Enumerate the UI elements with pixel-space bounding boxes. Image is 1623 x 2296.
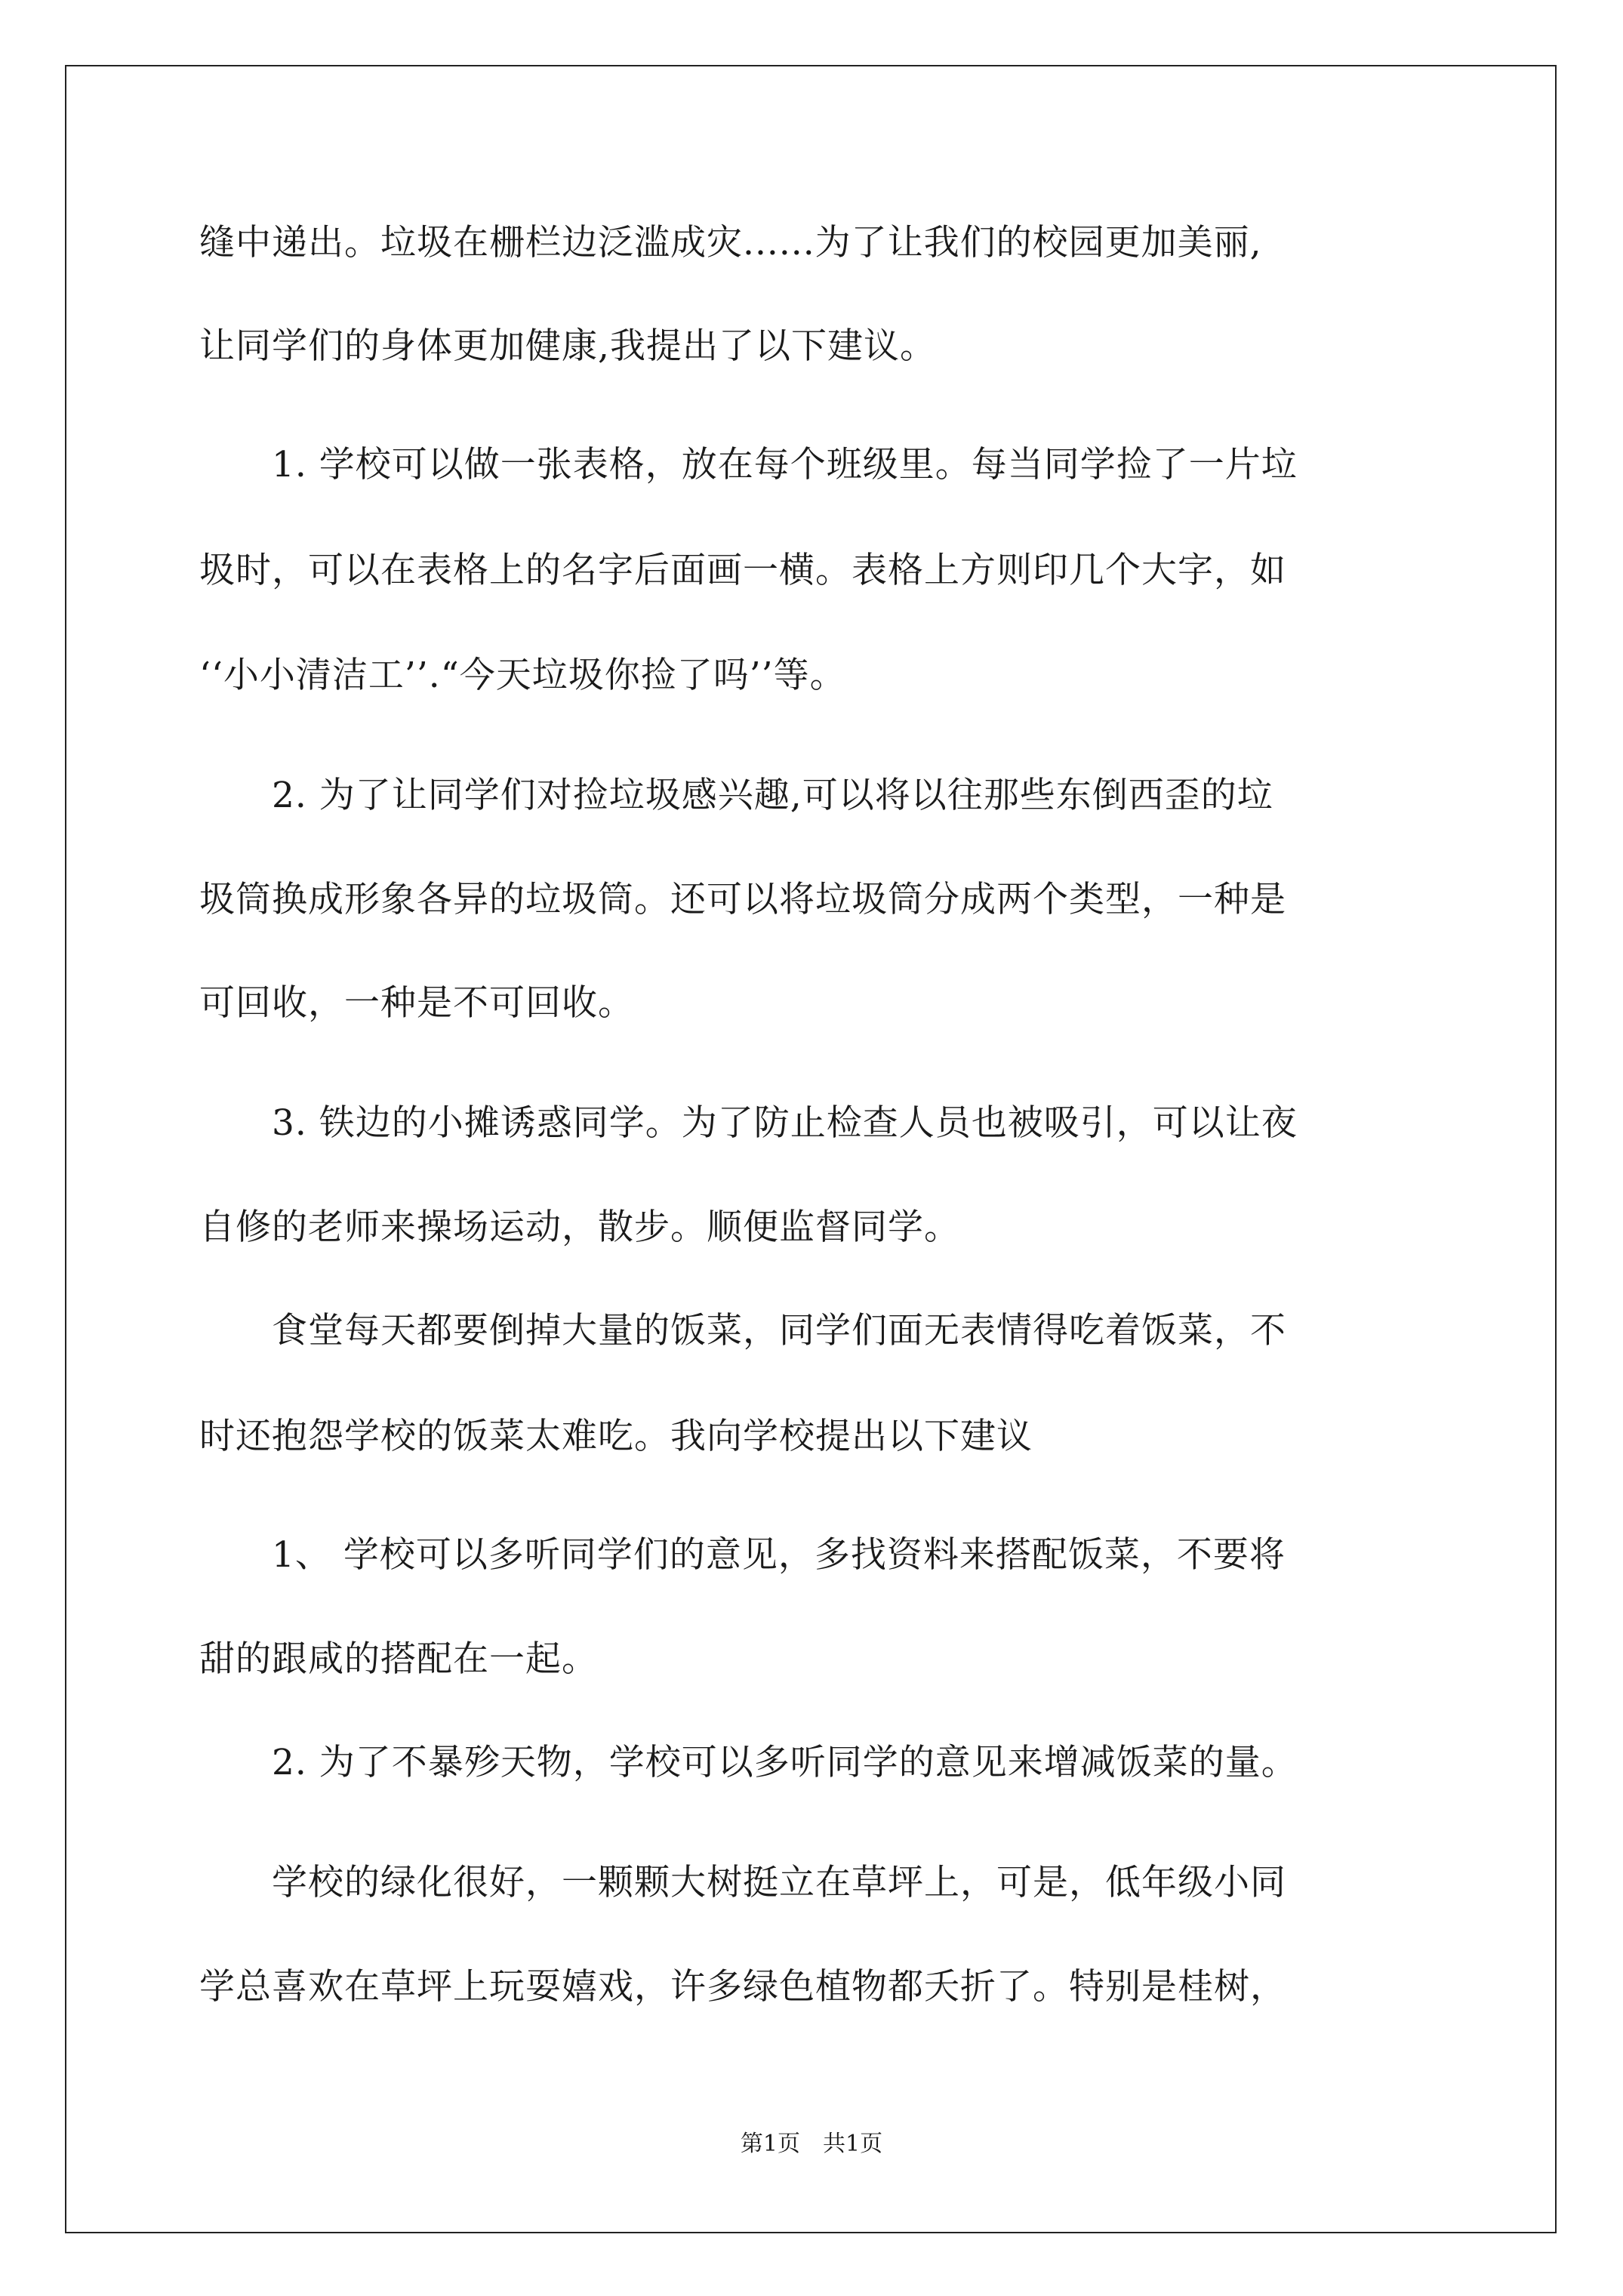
text-line: 甜的跟咸的搭配在一起。 xyxy=(199,1638,598,1680)
text-line: 2. 为了不暴殄天物，学校可以多听同学的意见来增减饭菜的量。 xyxy=(199,1742,1298,1783)
page-number-footer: 第1页 共1页 xyxy=(740,2131,883,2157)
text-line: 圾时，可以在表格上的名字后面画一横。表格上方则印几个大字，如 xyxy=(199,550,1286,591)
text-line: 1. 学校可以做一张表格，放在每个班级里。每当同学捡了一片垃 xyxy=(199,444,1298,485)
text-line: 自修的老师来操场运动，散步。顺便监督同学。 xyxy=(199,1207,960,1248)
text-line: 学总喜欢在草坪上玩耍嬉戏，许多绿色植物都夭折了。特别是桂树， xyxy=(199,1966,1286,2008)
text-line: 时还抱怨学校的饭菜太难吃。我向学校提出以下建议 xyxy=(199,1416,1033,1457)
page-border xyxy=(65,65,1557,2233)
text-line: 3. 铁边的小摊诱惑同学。为了防止检查人员也被吸引，可以让夜 xyxy=(199,1102,1298,1144)
text-line: 学校的绿化很好，一颗颗大树挺立在草坪上，可是，低年级小同 xyxy=(199,1862,1286,1903)
text-line: 2. 为了让同学们对捡垃圾感兴趣,可以将以往那些东倒西歪的垃 xyxy=(199,775,1273,816)
text-line: 让同学们的身体更加健康,我提出了以下建议。 xyxy=(199,325,936,367)
text-line: 缝中递出。垃圾在栅栏边泛滥成灾......为了让我们的校园更加美丽, xyxy=(199,222,1262,264)
text-line: 1、 学校可以多听同学们的意见，多找资料来搭配饭菜，不要将 xyxy=(199,1534,1286,1576)
text-line: ‘‘小小清洁工’’.“今天垃圾你捡了吗’’等。 xyxy=(199,655,846,696)
text-line: 可回收，一种是不可回收。 xyxy=(199,982,634,1024)
text-line: 圾筒换成形象各异的垃圾筒。还可以将垃圾筒分成两个类型，一种是 xyxy=(199,879,1286,920)
text-line: 食堂每天都要倒掉大量的饭菜，同学们面无表情得吃着饭菜，不 xyxy=(199,1310,1286,1351)
